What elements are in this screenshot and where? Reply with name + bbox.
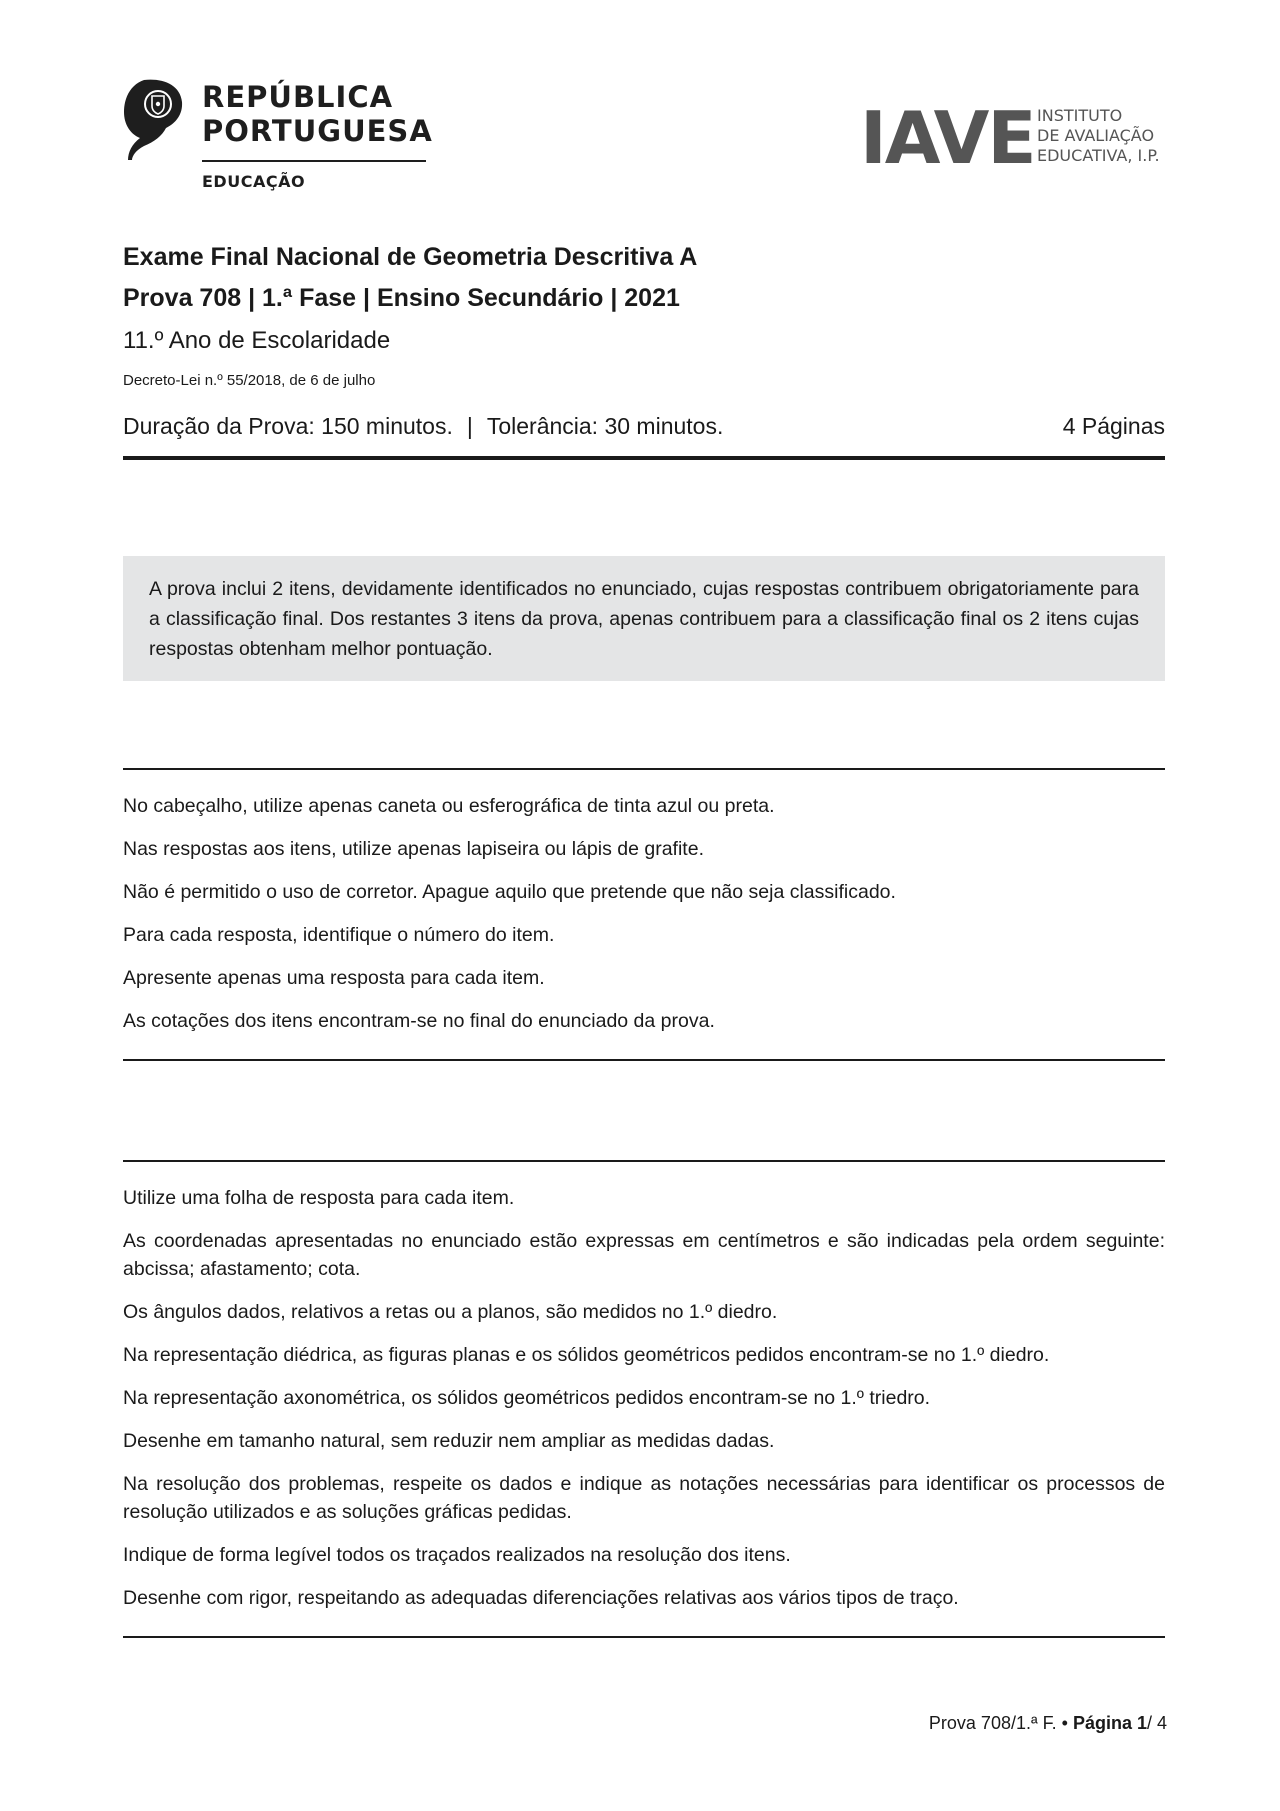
instruction-item: Na resolução dos problemas, respeite os dados e indique as notações necessárias para identificar os processos de resolução utilizados e as soluções gráficas pedidas. [123, 1473, 1165, 1523]
instruction-item: Os ângulos dados, relativos a retas ou a planos, são medidos no 1.º diedro. [123, 1301, 778, 1323]
notice-text: A prova inclui 2 itens, devidamente identificados no enunciado, cujas respostas contribuem obrigatoriamente para a classificação final. Dos restantes 3 itens da prova, apenas contribuem para a classificação final os 2 itens cujas respostas obtenham melhor pontuação. [149, 578, 1139, 660]
instruction-item: As coordenadas apresentadas no enunciado estão expressas em centímetros e são indicadas pela ordem seguinte: abcissa; afastamento; cota. [123, 1230, 1165, 1280]
page-count: 4 Páginas [1062, 413, 1165, 439]
instruction-item: Desenhe em tamanho natural, sem reduzir nem ampliar as medidas dadas. [123, 1430, 775, 1452]
school-year: 11.º Ano de Escolaridade [123, 327, 391, 354]
logo-divider [202, 160, 426, 162]
duration-separator: | [466, 413, 473, 439]
section-divider [123, 1059, 1165, 1061]
decree-reference: Decreto-Lei n.º 55/2018, de 6 de julho [123, 372, 376, 389]
instruction-item: Indique de forma legível todos os traçados realizados na resolução dos itens. [123, 1544, 791, 1566]
instruction-item: As cotações dos itens encontram-se no final do enunciado da prova. [123, 1010, 715, 1032]
instruction-item: Na representação diédrica, as figuras planas e os sólidos geométricos pedidos encontram-se no 1.º diedro. [123, 1344, 1050, 1366]
section-divider [123, 768, 1165, 770]
instruction-item: Utilize uma folha de resposta para cada item. [123, 1187, 515, 1209]
exam-title: Exame Final Nacional de Geometria Descritiva A [123, 243, 698, 271]
republica-subtitle: EDUCAÇÃO [202, 172, 306, 191]
section-divider [123, 1636, 1165, 1638]
exam-subtitle: Prova 708 | 1.ª Fase | Ensino Secundário | 2021 [123, 284, 680, 312]
page-footer [929, 1713, 1167, 1734]
republica-title: REPÚBLICA PORTUGUESA [202, 80, 433, 148]
republica-portuguesa-logo [122, 78, 432, 198]
footer-page-label: Página 1 [1072, 1713, 1147, 1733]
instruction-item: Na representação axonométrica, os sólidos geométricos pedidos encontram-se no 1.º triedro. [123, 1387, 931, 1409]
instruction-item: Nas respostas aos itens, utilize apenas lapiseira ou lápis de grafite. [123, 838, 704, 860]
iave-logo [860, 96, 1170, 180]
duration-text: Duração da Prova: 150 minutos. [123, 413, 453, 439]
specific-instructions [123, 1184, 1165, 1627]
footer-exam-ref: Prova 708/1.ª F. • [928, 1713, 1073, 1733]
iave-mark: IAVE [860, 96, 1035, 180]
instruction-item: Para cada resposta, identifique o número do item. [123, 924, 555, 946]
iave-institute-name: INSTITUTO DE AVALIAÇÃO EDUCATIVA, I.P. [1037, 106, 1160, 165]
instruction-item: Não é permitido o uso de corretor. Apague aquilo que pretende que não seja classificado. [123, 881, 896, 903]
tolerance-text: Tolerância: 30 minutos. [486, 413, 724, 439]
instruction-item: Desenhe com rigor, respeitando as adequadas diferenciações relativas aos vários tipos de traço. [123, 1587, 959, 1609]
footer-total-pages: / 4 [1146, 1713, 1167, 1733]
instruction-item: Apresente apenas uma resposta para cada item. [123, 967, 545, 989]
header-divider [123, 456, 1165, 460]
instruction-item: No cabeçalho, utilize apenas caneta ou esferográfica de tinta azul ou preta. [123, 795, 775, 817]
exam-duration-line [123, 413, 723, 440]
section-divider [123, 1160, 1165, 1162]
coat-of-arms-icon [122, 78, 184, 160]
general-instructions [123, 792, 1165, 1050]
notice-box [123, 556, 1165, 681]
